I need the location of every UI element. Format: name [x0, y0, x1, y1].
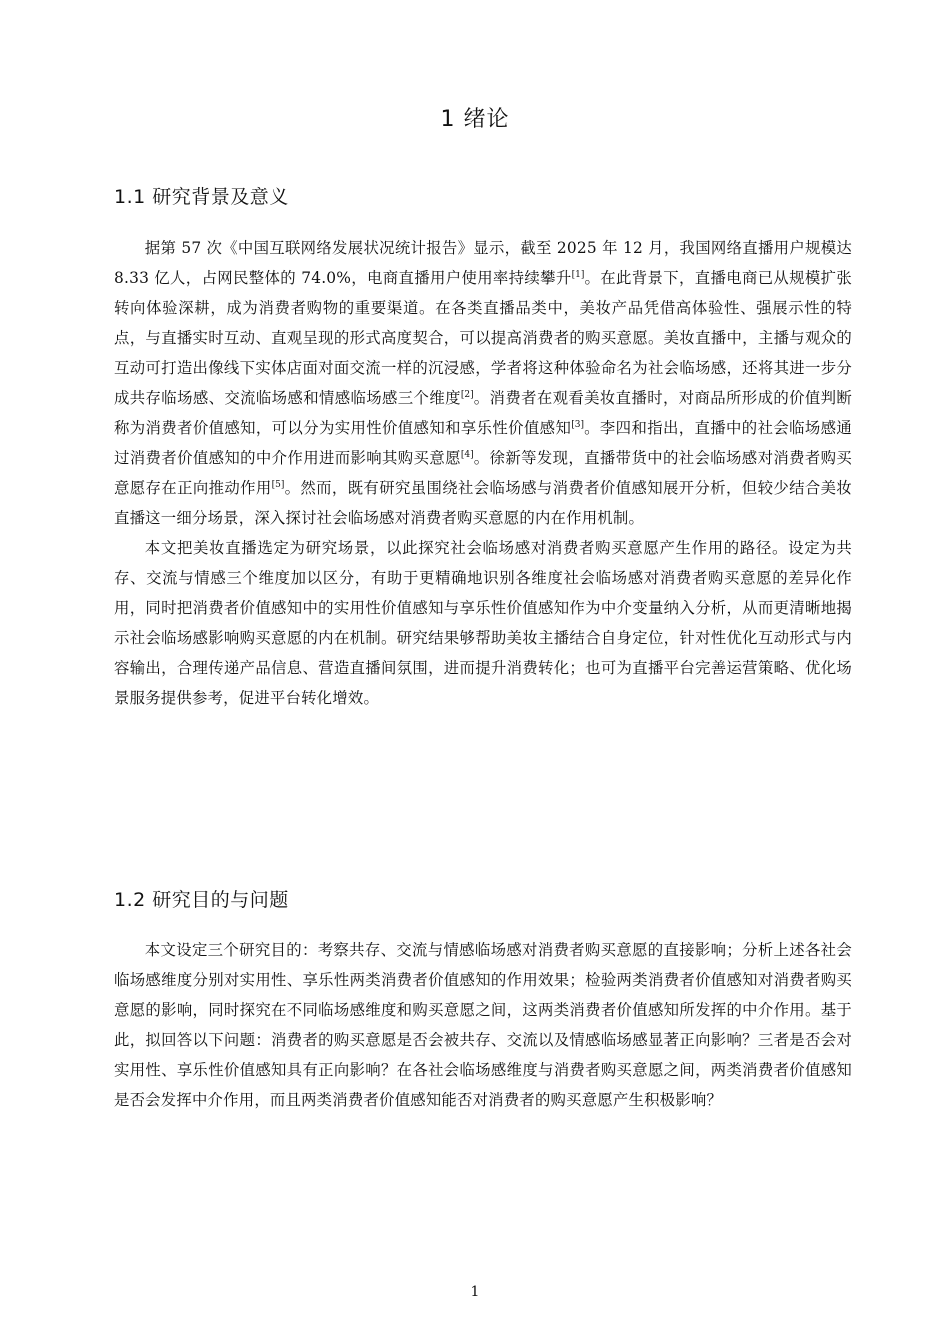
paragraph-text: 。消费者在观看美妆直播时，对商品所形成的价值判断称为消费者价值感知，可以分为实用性价值感知和享乐性价值感知: [114, 389, 852, 437]
paragraph-text: 本文设定三个研究目的：考察共存、交流与情感临场感对消费者购买意愿的直接影响；分析上述各社会临场感维度分别对实用性、享乐性两类消费者价值感知的作用效果；检验两类消费者价值感知对消费者购买意愿的影响，同时探究在不同临场感维度和购买意愿之间，这两类消费者价值感知所发挥的中介作用。基于此，拟回答以下问题：消费者的购买意愿是否会被共存、交流以及情感临场感显著正向影响？三者是否会对实用性、享乐性价值感知具有正向影响？在各社会临场感维度与消费者购买意愿之间，两类消费者价值感知是否会发挥中介作用，而且两类消费者价值感知能否对消费者的购买意愿产生积极影响？: [114, 941, 852, 1109]
section-body-1-2: [114, 935, 852, 1115]
citation-marker: [2]: [460, 389, 474, 400]
paragraph-text: 据第 57 次《中国互联网络发展状况统计报告》显示，截至 2025 年 12 月，我国网络直播用户规模达 8.33 亿人，占网民整体的 74.0%，电商直播用户使用率持续攀升: [114, 239, 852, 287]
paragraph: [114, 533, 852, 713]
citation-marker: [5]: [271, 479, 285, 490]
paragraph-text: 本文把美妆直播选定为研究场景，以此探究社会临场感对消费者购买意愿产生作用的路径。设定为共存、交流与情感三个维度加以区分，有助于更精确地识别各维度社会临场感对消费者购买意愿的差异化作用，同时把消费者价值感知中的实用性价值感知与享乐性价值感知作为中介变量纳入分析，从而更清晰地揭示社会临场感影响购买意愿的内在机制。研究结果够帮助美妆主播结合自身定位，针对性优化互动形式与内容输出，合理传递产品信息、营造直播间氛围，进而提升消费转化；也可为直播平台完善运营策略、优化场景服务提供参考，促进平台转化增效。: [114, 539, 852, 707]
page-number: 1: [470, 1284, 480, 1300]
paragraph-text: 。然而，既有研究虽围绕社会临场感与消费者价值感知展开分析，但较少结合美妆直播这一细分场景，深入探讨社会临场感对消费者购买意愿的内在作用机制。: [114, 479, 852, 527]
paragraph-text: 。徐新等发现，直播带货中的社会临场感对消费者购买意愿存在正向推动作用: [114, 449, 852, 497]
section-title-1-1: 1.1 研究背景及意义: [114, 186, 289, 208]
chapter-title: 1 绪论: [440, 107, 510, 132]
section-body-1-1: [114, 233, 852, 713]
citation-marker: [4]: [460, 449, 474, 460]
section-title-1-2: 1.2 研究目的与问题: [114, 889, 289, 911]
paragraph-text: 。李四和指出，直播中的社会临场感通过消费者价值感知的中介作用进而影响其购买意愿: [114, 419, 852, 467]
paragraph-text: 。在此背景下，直播电商已从规模扩张转向体验深耕，成为消费者购物的重要渠道。在各类直播品类中，美妆产品凭借高体验性、强展示性的特点，与直播实时互动、直观呈现的形式高度契合，可以提高消费者的购买意愿。美妆直播中，主播与观众的互动可打造出像线下实体店面对面交流一样的沉浸感，学者将这种体验命名为社会临场感，还将其进一步分成共存临场感、交流临场感和情感临场感三个维度: [114, 269, 852, 407]
paragraph: [114, 233, 852, 533]
citation-marker: [3]: [571, 419, 584, 430]
paragraph: [114, 935, 852, 1115]
citation-marker: [1]: [571, 269, 585, 280]
